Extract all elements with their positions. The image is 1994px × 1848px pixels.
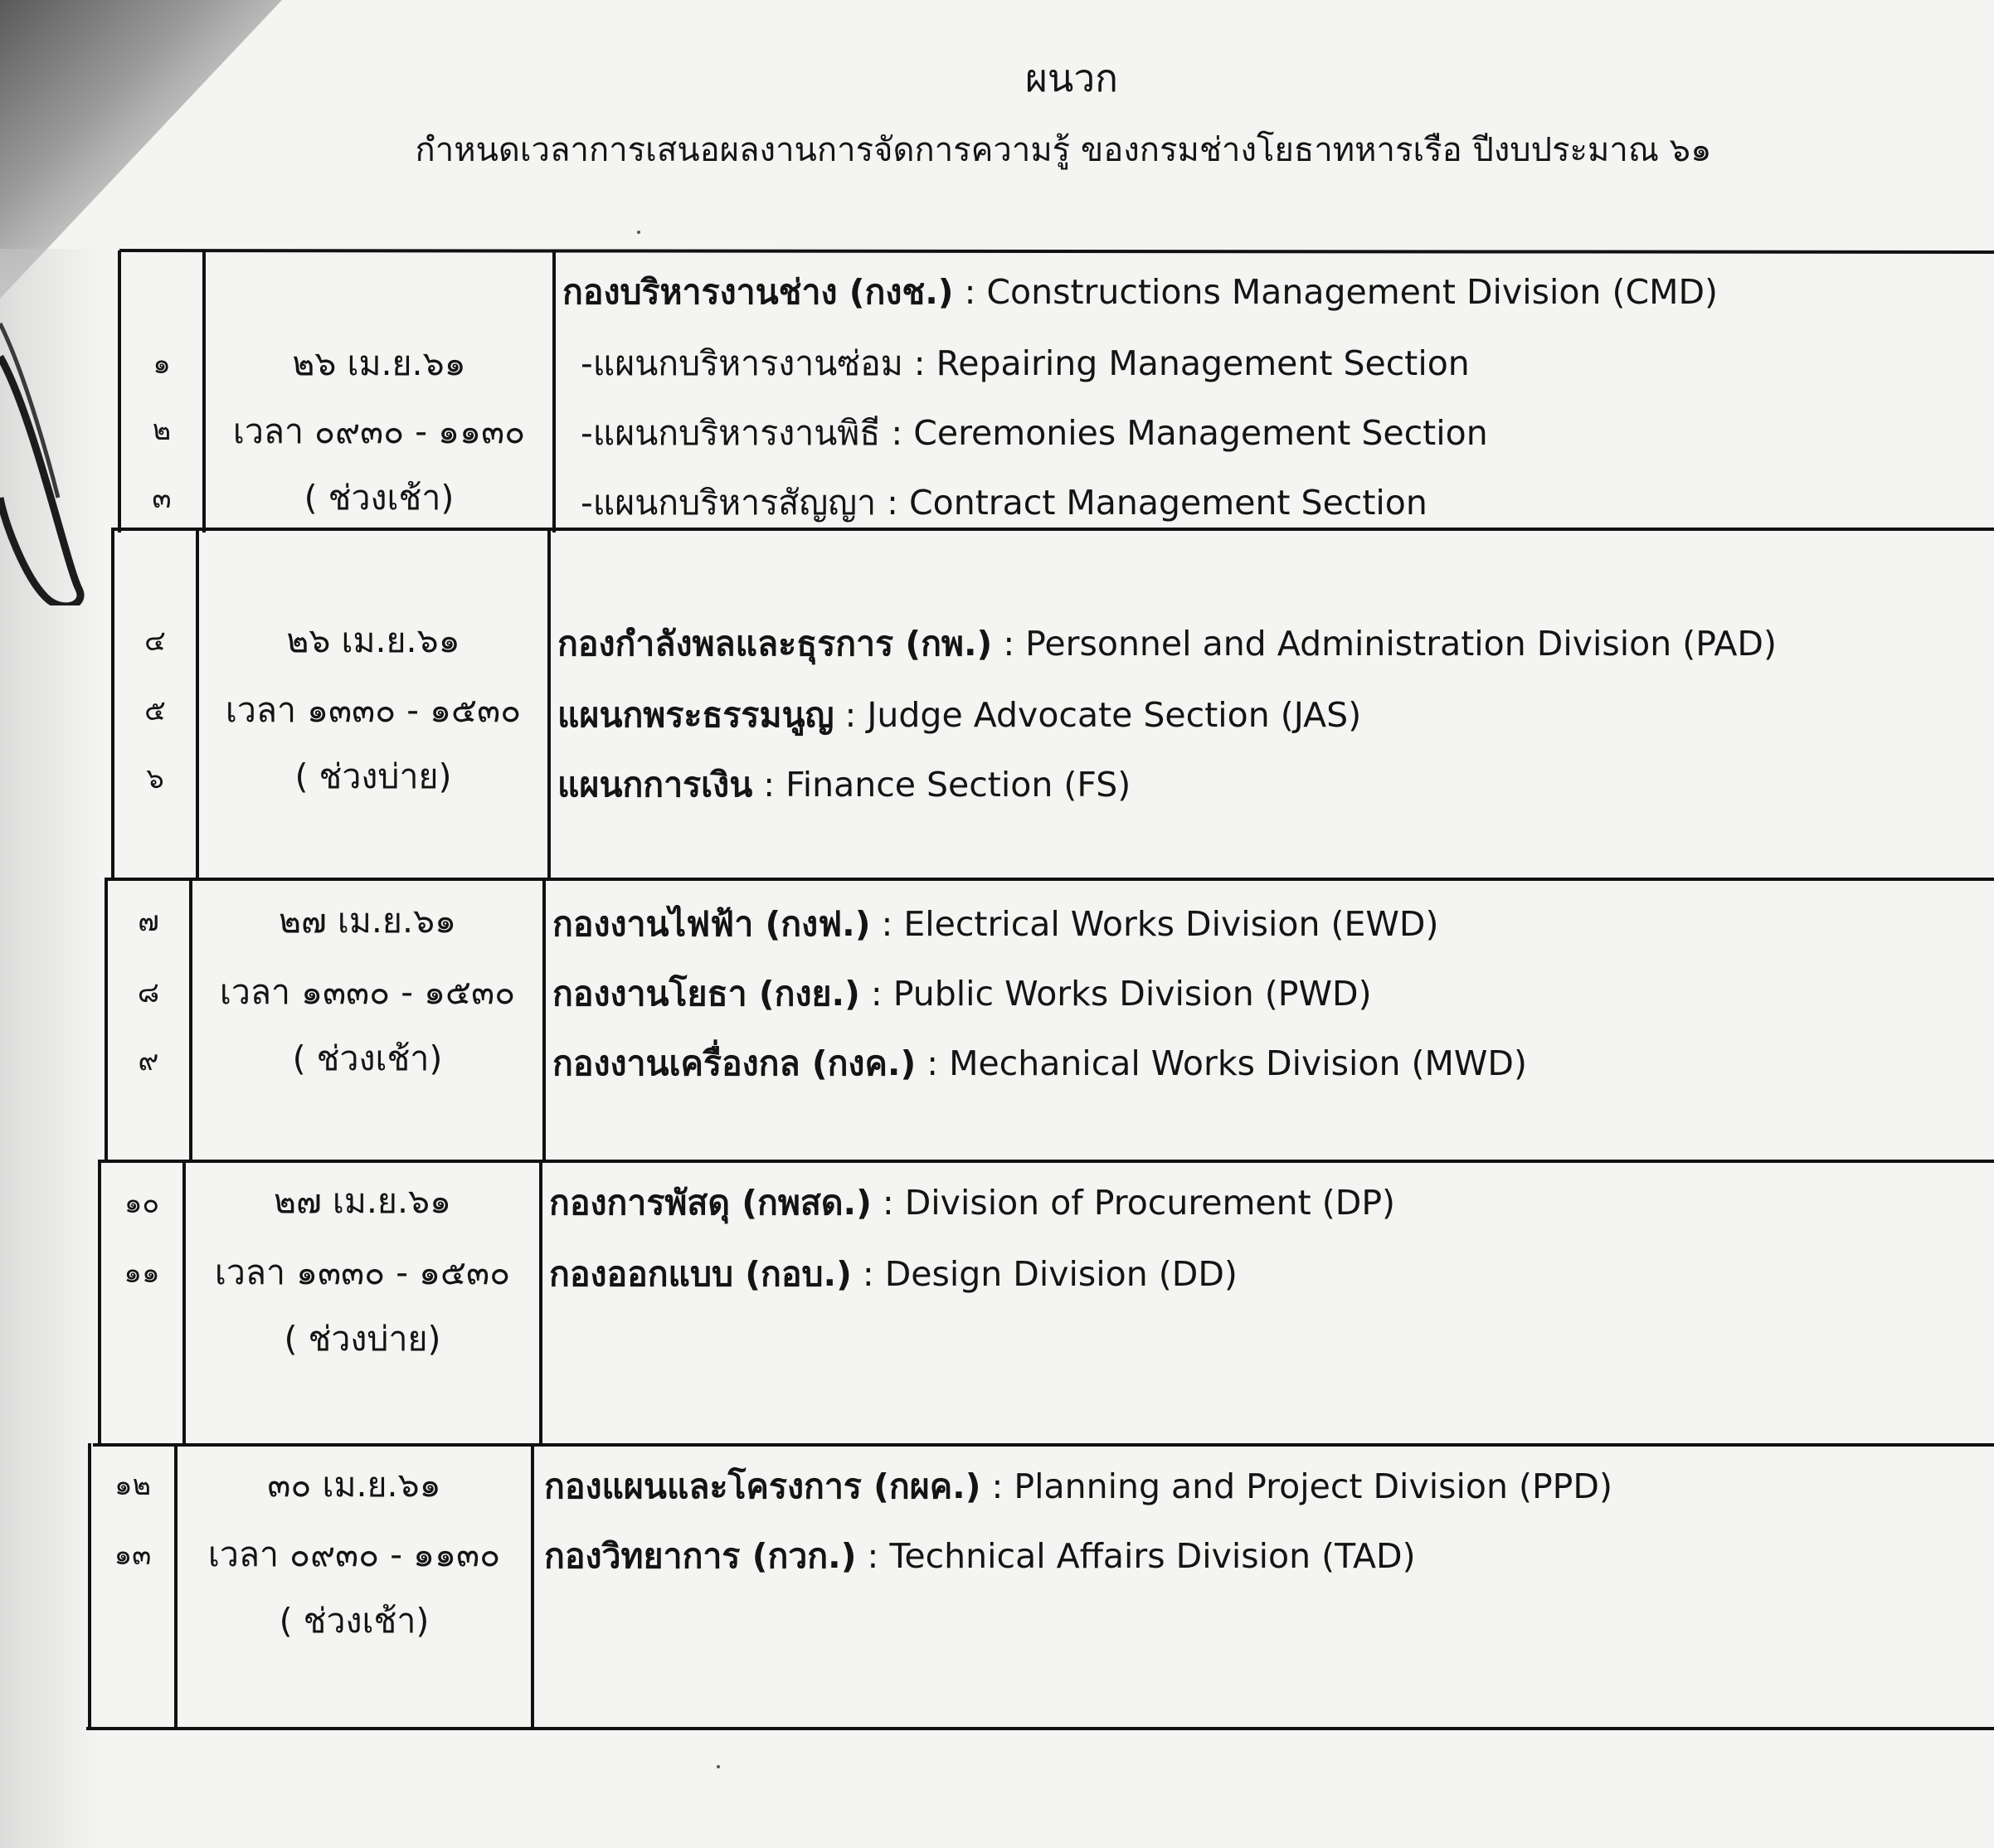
unit-name: กองงานโยธา (กงย.) : Public Works Division (PWD) bbox=[552, 974, 1372, 1014]
presentation-time: เวลา ๑๓๓๐ - ๑๕๓๐ bbox=[214, 1252, 511, 1292]
presentation-period: ( ช่วงเช้า) bbox=[304, 478, 455, 518]
presentation-period: ( ช่วงเช้า) bbox=[292, 1038, 443, 1078]
row-divider bbox=[100, 1160, 1994, 1163]
item-number: ๘ bbox=[137, 976, 160, 1009]
unit-name: กองการพัสดุ (กพสด.) : Division of Procurement (DP) bbox=[549, 1183, 1396, 1223]
presentation-time: เวลา ๐๙๓๐ - ๑๑๓๐ bbox=[232, 411, 526, 451]
presentation-period: ( ช่วงเช้า) bbox=[279, 1601, 430, 1641]
table-top-border bbox=[119, 249, 1994, 254]
item-number: ๖ bbox=[146, 762, 164, 795]
unit-name: -แผนกบริหารงานพิธี : Ceremonies Management Section bbox=[581, 413, 1488, 453]
row-divider bbox=[114, 528, 1994, 531]
unit-name: แผนกพระธรรมนูญ : Judge Advocate Section (JAS) bbox=[557, 695, 1362, 735]
column-divider-time bbox=[531, 1443, 534, 1730]
presentation-date: ๒๖ เม.ย.๖๑ bbox=[286, 620, 460, 660]
item-number: ๓ bbox=[152, 482, 172, 515]
paper-speck bbox=[637, 231, 640, 234]
item-number: ๑๑ bbox=[124, 1257, 160, 1290]
unit-name: กองบริหารงานช่าง (กงช.) : Constructions Management Division (CMD) bbox=[562, 272, 1719, 312]
item-number: ๕ bbox=[144, 694, 166, 727]
unit-name: กองงานไฟฟ้า (กงฟ.) : Electrical Works Division (EWD) bbox=[552, 904, 1439, 944]
table-bottom-border bbox=[86, 1727, 1994, 1730]
presentation-date: ๒๖ เม.ย.๖๑ bbox=[292, 343, 466, 383]
unit-name: กองงานเครื่องกล (กงค.) : Mechanical Works Division (MWD) bbox=[552, 1043, 1527, 1083]
item-number: ๒ bbox=[152, 414, 172, 447]
presentation-time: เวลา ๑๓๓๐ - ๑๕๓๐ bbox=[219, 972, 516, 1012]
presentation-time: เวลา ๑๓๓๐ - ๑๕๓๐ bbox=[225, 690, 522, 730]
item-number: ๑๒ bbox=[114, 1469, 151, 1502]
unit-name: แผนกการเงิน : Finance Section (FS) bbox=[557, 765, 1131, 805]
row-divider bbox=[93, 1443, 1994, 1447]
presentation-date: ๓๐ เม.ย.๖๑ bbox=[267, 1465, 441, 1505]
unit-name: กองออกแบบ (กอบ.) : Design Division (DD) bbox=[549, 1254, 1238, 1294]
unit-name: กองแผนและโครงการ (กผค.) : Planning and Project Division (PPD) bbox=[544, 1466, 1612, 1506]
unit-name: -แผนกบริหารงานซ่อม : Repairing Management Section bbox=[581, 343, 1470, 383]
unit-name: กองวิทยาการ (กวก.) : Technical Affairs Division (TAD) bbox=[544, 1536, 1416, 1576]
item-number: ๙ bbox=[138, 1044, 159, 1077]
document-subtitle: กำหนดเวลาการเสนอผลงานการจัดการความรู้ ของกรมช่างโยธาทหารเรือ ปีงบประมาณ ๖๑ bbox=[415, 131, 1712, 169]
unit-name: -แผนกบริหารสัญญา : Contract Management Section bbox=[581, 483, 1427, 523]
column-divider-time bbox=[539, 1160, 542, 1447]
item-number: ๑๓ bbox=[114, 1539, 152, 1572]
row-divider bbox=[106, 878, 1994, 881]
column-divider-time bbox=[542, 878, 546, 1163]
presentation-period: ( ช่วงบ่าย) bbox=[294, 756, 452, 796]
item-number: ๑๐ bbox=[124, 1187, 160, 1220]
unit-name: กองกำลังพลและธุรการ (กพ.) : Personnel and Administration Division (PAD) bbox=[557, 624, 1777, 664]
presentation-date: ๒๗ เม.ย.๖๑ bbox=[278, 901, 457, 941]
paper-speck bbox=[717, 1765, 720, 1768]
item-number: ๑ bbox=[153, 348, 171, 381]
column-divider-time bbox=[547, 528, 551, 881]
item-number: ๔ bbox=[144, 625, 166, 658]
presentation-period: ( ช่วงบ่าย) bbox=[284, 1319, 441, 1359]
presentation-time: เวลา ๐๙๓๐ - ๑๑๓๐ bbox=[207, 1534, 501, 1574]
item-number: ๗ bbox=[138, 905, 159, 938]
column-divider-time bbox=[552, 250, 556, 533]
presentation-date: ๒๗ เม.ย.๖๑ bbox=[273, 1181, 452, 1221]
document-title: ผนวก bbox=[1024, 56, 1119, 100]
